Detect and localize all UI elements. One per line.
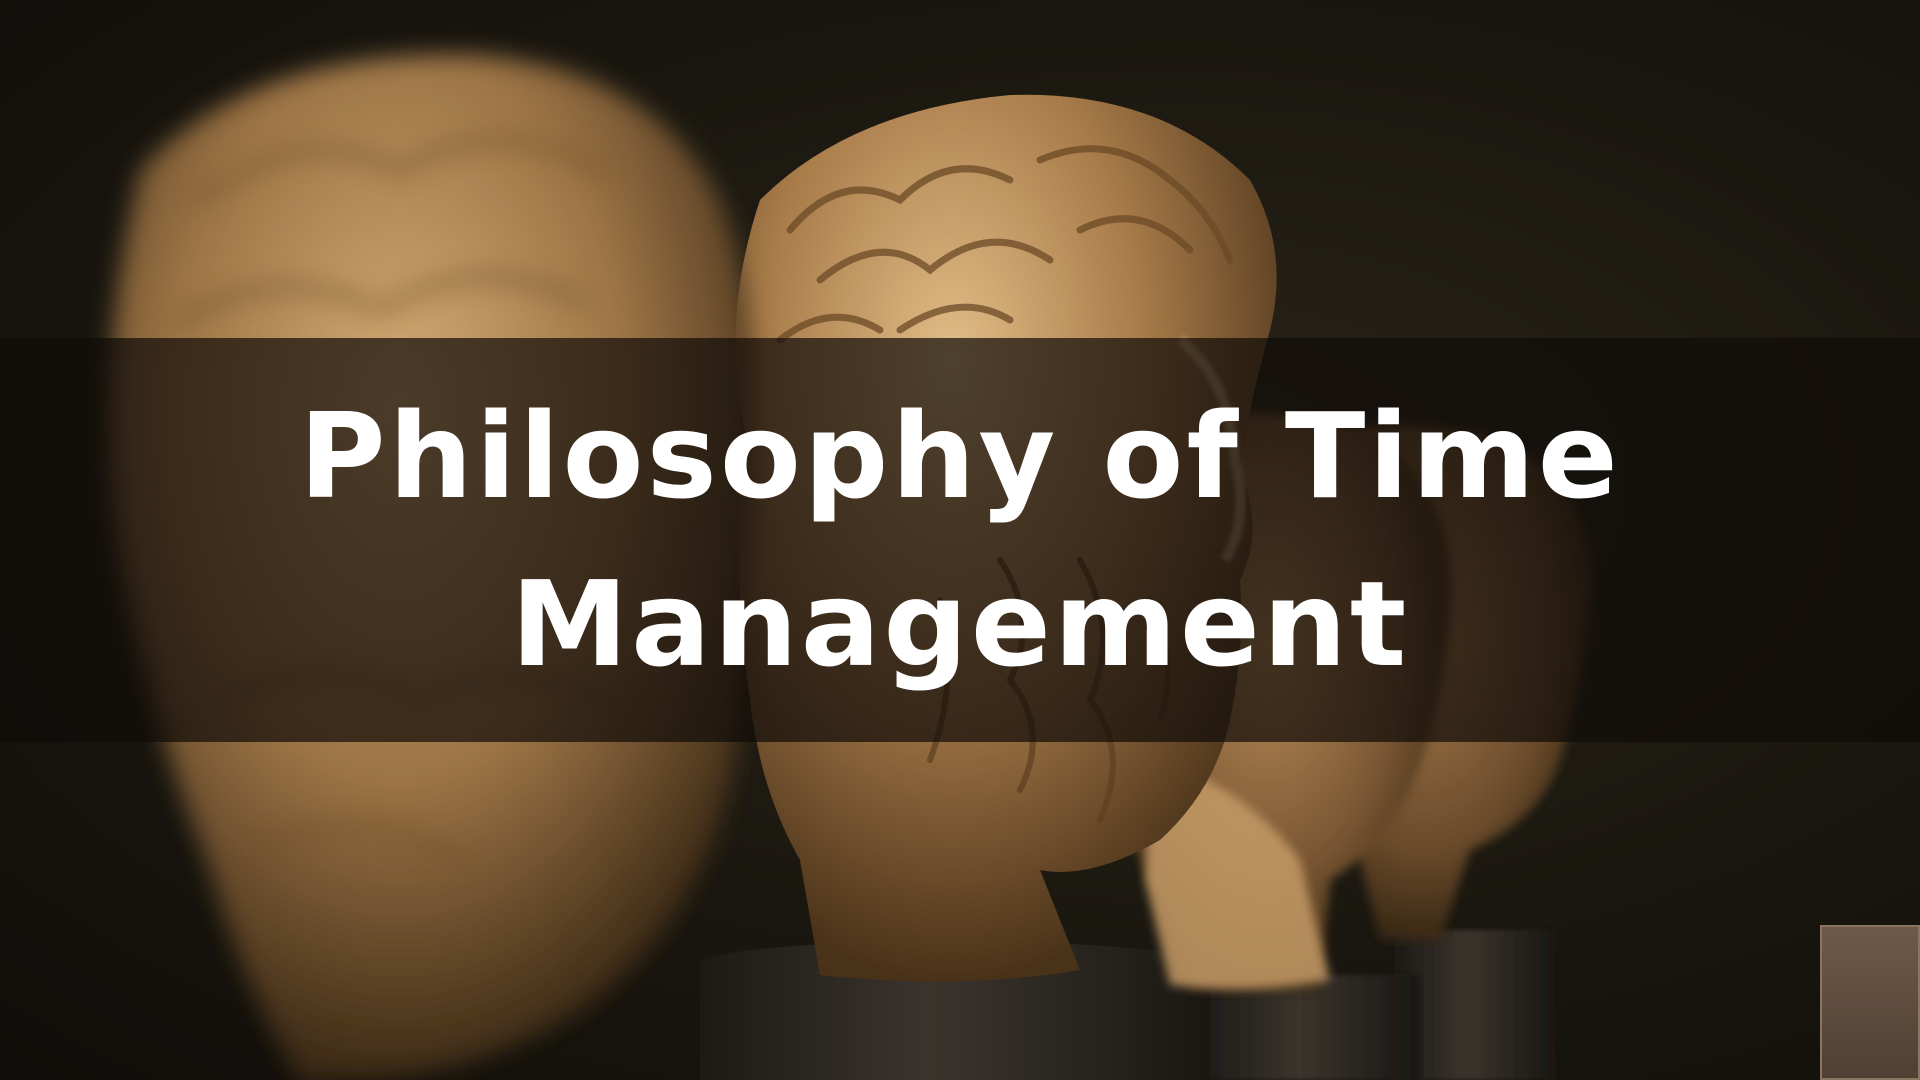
wall-placard <box>1820 925 1920 1080</box>
pedestal-3 <box>1200 975 1420 1080</box>
title-line-1: Philosophy of Time <box>299 387 1621 525</box>
title-line-2: Management <box>510 555 1410 693</box>
page-title <box>0 338 1920 742</box>
